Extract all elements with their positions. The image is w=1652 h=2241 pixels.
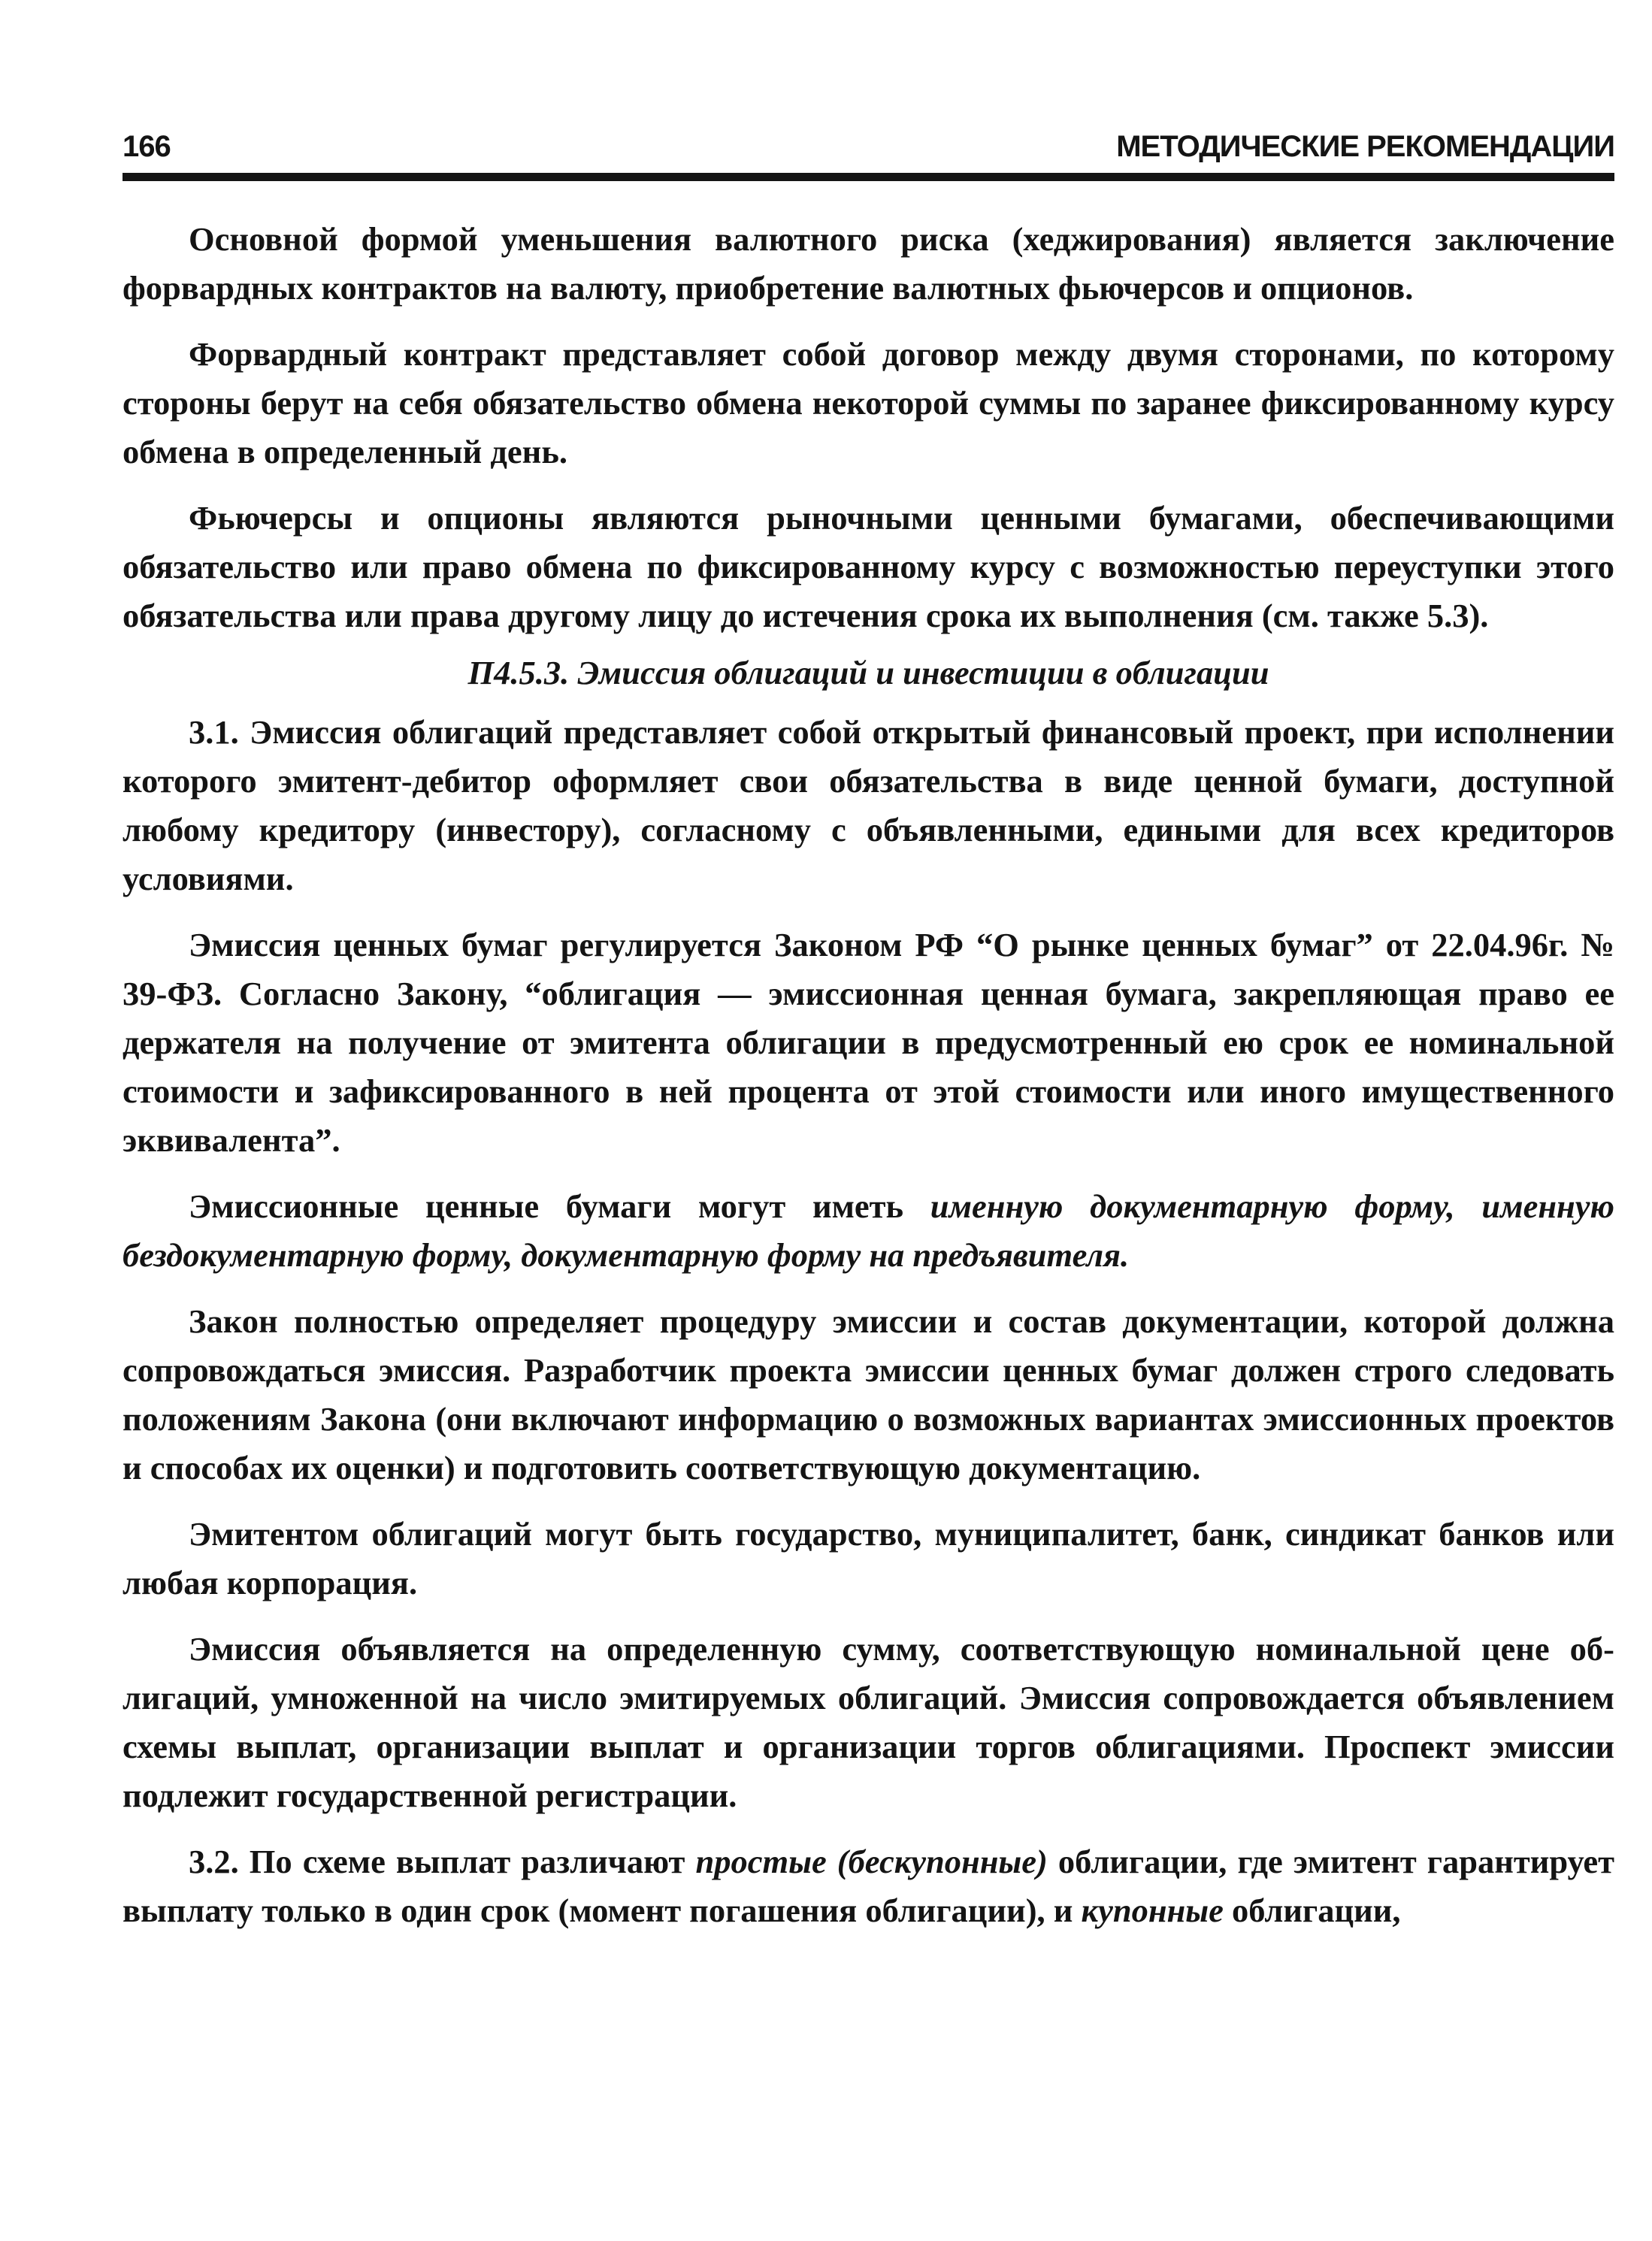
paragraph-text: 3.2. По схеме выплат различают [189, 1843, 696, 1880]
term-forward-contract: Форвардный контракт [189, 335, 546, 373]
paragraph-text: являются рыночными ценными бумагами, обеспечивающими обязательство или право обмена по фиксированному курсу с возможностью переуступки этого обязательства или права другому лицу до истечения срока их выполнения (см. также 5.3). [123, 499, 1614, 634]
emphasis-forms: именную документарную форму, именную бездокументарную форму, документарную форму на предъявителя. [123, 1187, 1614, 1274]
paragraph-securities-law: Эмиссия ценных бумаг регулируется Законом РФ “О рынке ценных бумаг” от 22.04.96г. № 39-ФЗ. Согласно Закону, “облигация — эмиссионная ценная бумага, закрепляющая право ее держателя на получение от эмитента облигации в предусмотренный ею срок ее номинальной стоимости и зафиксированного в ней процента от этой стоимости или иного имущественного эквивалента”. [123, 926, 1614, 1159]
emphasis-zero-coupon: простые (бескупонные) [695, 1843, 1048, 1880]
paragraph-text: представляет собой договор между двумя сторонами, по которому стороны берут на себя обязательство обмена некоторой суммы по заранее фиксированному курсу обмена в определенный день. [123, 335, 1614, 470]
paragraph-emission-amount: Эмиссия объявляется на определенную сумму, соответствующую номинальной цене облигаций, умноженной на число эмитируемых облигаций. Эмиссия сопровождается объявлением схемы выплат, организации выплат и организации торгов облигациями. Проспект эмиссии подлежит государственной регистрации. [123, 1630, 1614, 1814]
header-rule [123, 173, 1614, 181]
page-header [123, 128, 1614, 173]
paragraph-futures-options [123, 494, 1614, 640]
running-title: МЕТОДИЧЕСКИЕ РЕКОМЕНДАЦИИ [1116, 130, 1614, 163]
paragraph-emission-procedure: Закон полностью определяет процедуру эмиссии и состав документации, которой должна сопровождаться эмиссия. Разработчик проекта эмиссии ценных бумаг должен строго следовать положениям Закона (они включают информацию о возможных вариантах эмиссионных проектов и способах их оценки) и подготовить соответствующую документацию. [123, 1302, 1614, 1486]
body-text [123, 215, 1614, 1952]
paragraph-text: Эмиссионные ценные бумаги могут иметь [189, 1187, 930, 1225]
page-number: 166 [123, 130, 171, 163]
paragraph-text: облигации, где эмитент гарантирует выплату только в один срок (момент погашения облигации), и [123, 1843, 1614, 1929]
paragraph-bond-emission: 3.1. Эмиссия облигаций представляет собой открытый финансовый проект, при исполнении которого эмитент-дебитор оформляет свои обязательства в виде ценной бумаги, доступной любому кредитору (инвестору), согласному с объявленными, едиными для всех кредиторов условиями. [123, 713, 1614, 897]
paragraph-securities-forms [123, 1182, 1614, 1280]
paragraph-hedging: Основной формой уменьшения валютного риска (хеджирования) является заключение форвардных контрактов на валюту, приобретение валютных фьючерсов и опционов. [123, 220, 1614, 307]
term-futures-options: Фьючерсы и опционы [189, 499, 564, 537]
paragraph-payment-scheme [123, 1837, 1614, 1935]
emphasis-coupon: купонные [1081, 1892, 1224, 1929]
paragraph-text: облигации, [1223, 1892, 1401, 1929]
section-heading: П4.5.3. Эмиссия облигаций и инвестиции в облигации [467, 654, 1269, 691]
paragraph-forward-contract [123, 330, 1614, 476]
paragraph-issuers: Эмитентом облигаций могут быть государство, муниципалитет, банк, синдикат банков или любая корпорация. [123, 1515, 1614, 1601]
